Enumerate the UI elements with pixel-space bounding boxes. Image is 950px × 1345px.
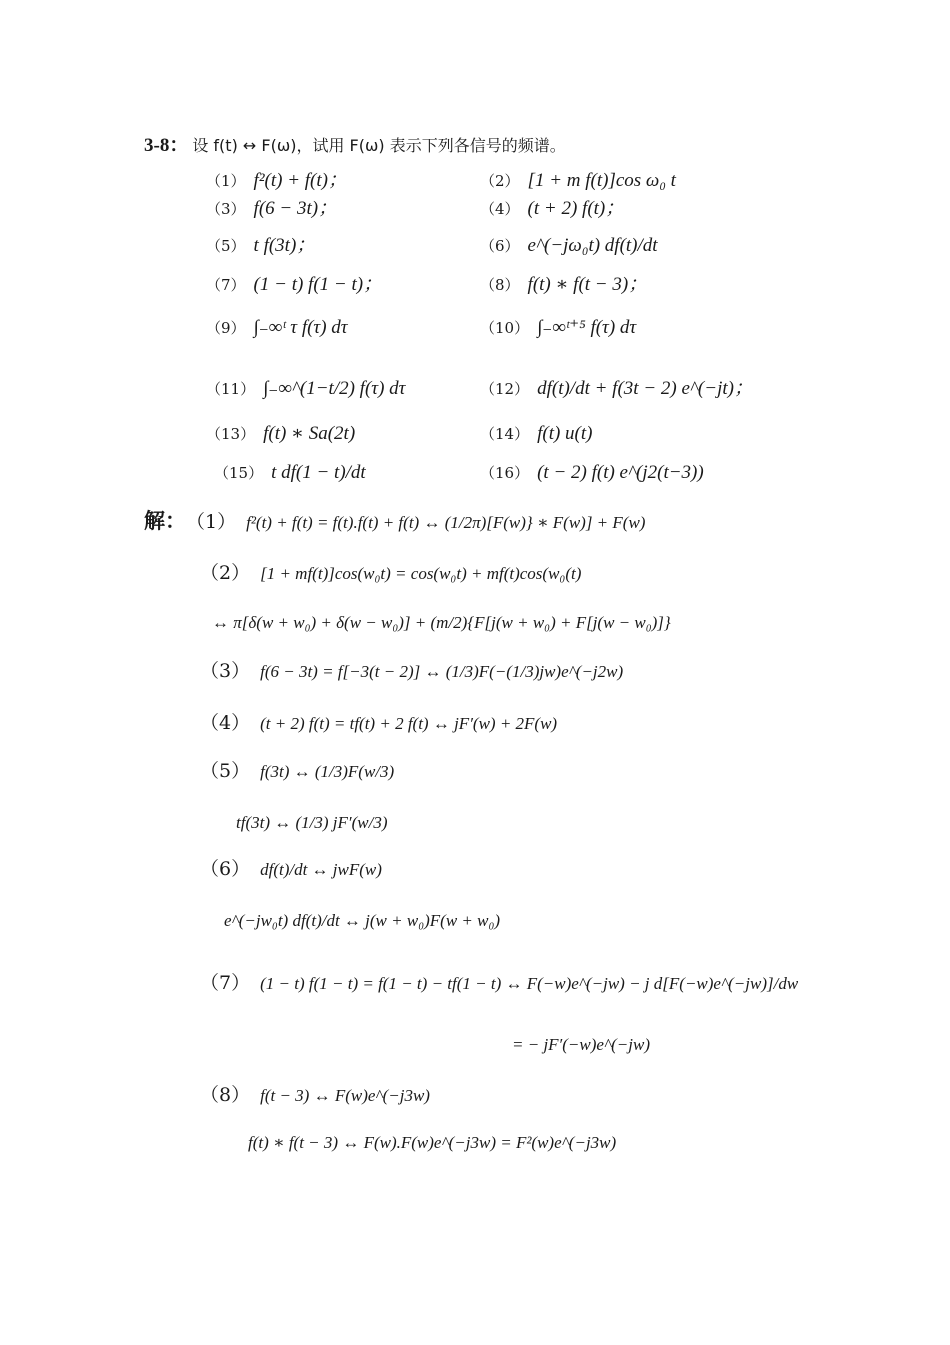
solution-expr: f²(t) + f(t) = f(t).f(t) + f(t) ↔ (1/2π)[F(w)} ∗ F(w)] + F(w) xyxy=(246,513,646,532)
solution-expr: f(3t) ↔ (1/3)F(w/3) xyxy=(260,762,395,781)
solution-expr: (t + 2) f(t) = tf(t) + 2 f(t) ↔ jF′(w) + 2F(w) xyxy=(260,714,558,733)
item-expr: t df(1 − t)/dt xyxy=(271,462,366,483)
problem-item-9: （9） ∫₋∞ᵗ τ f(τ) dτ xyxy=(206,317,348,338)
item-expr: (1 − t) f(1 − t)； xyxy=(253,274,383,295)
problem-item-4: （4） (t + 2) f(t)； xyxy=(480,198,625,219)
solution-line-2: （2） [1 + mf(t)]cos(w₀t) = cos(w₀t) + mf(t)cos(w₀(t) xyxy=(200,562,582,584)
solution-line-4: （3） f(6 − 3t) = f[−3(t − 2)] ↔ (1/3)F(−(1/3)jw)e^(−j2w) xyxy=(200,660,624,682)
problem-item-11: （11） ∫₋∞^(1−t/2) f(τ) dτ xyxy=(206,378,406,399)
solution-line-12: （8） f(t − 3) ↔ F(w)e^(−j3w) xyxy=(200,1084,430,1106)
problem-item-3: （3） f(6 − 3t)； xyxy=(206,198,338,219)
item-expr: e^(−jω₀t) df(t)/dt xyxy=(527,235,658,256)
item-expr: f(t) ∗ f(t − 3)； xyxy=(527,274,648,295)
solution-expr: f(t) ∗ f(t − 3) ↔ F(w).F(w)e^(−j3w) = F²(w)e^(−j3w) xyxy=(248,1133,617,1152)
problem-item-2: （2） [1 + m f(t)]cos ω₀ t xyxy=(480,170,676,191)
problem-item-15: （15） t df(1 − t)/dt xyxy=(214,462,366,483)
item-expr: (t + 2) f(t)； xyxy=(527,198,625,219)
solution-heading: 解： xyxy=(144,509,186,533)
solution-expr: f(6 − 3t) = f[−3(t − 2)] ↔ (1/3)F(−(1/3)jw)e^(−j2w) xyxy=(260,662,624,681)
solution-expr: ↔ π[δ(w + w₀) + δ(w − w₀)] + (m/2){F[j(w + w₀) + F[j(w − w₀)]} xyxy=(212,613,671,632)
solution-expr: [1 + mf(t)]cos(w₀t) = cos(w₀t) + mf(t)cos(w₀(t) xyxy=(260,564,582,583)
solution-expr: (1 − t) f(1 − t) = f(1 − t) − tf(1 − t) ↔ F(−w)e^(−jw) − j d[F(−w)e^(−jw)]/dw xyxy=(260,974,799,993)
problem-item-10: （10） ∫₋∞ᵗ⁺⁵ f(τ) dτ xyxy=(480,317,637,338)
item-expr: t f(3t)； xyxy=(253,235,316,256)
solution-line-5: （4） (t + 2) f(t) = tf(t) + 2 f(t) ↔ jF′(w) + 2F(w) xyxy=(200,712,558,734)
solution-expr: df(t)/dt ↔ jwF(w) xyxy=(260,860,382,879)
item-expr: f(t) u(t) xyxy=(537,423,593,444)
solution-line-8: （6） df(t)/dt ↔ jwF(w) xyxy=(200,858,382,880)
solution-line-6: （5） f(3t) ↔ (1/3)F(w/3) xyxy=(200,760,395,782)
solution-line-7 xyxy=(236,812,388,834)
problem-item-1: （1） f²(t) + f(t)； xyxy=(206,170,347,191)
problem-item-13: （13） f(t) ∗ Sa(2t) xyxy=(206,423,356,444)
item-expr: (t − 2) f(t) e^(j2(t−3)) xyxy=(537,462,704,483)
problem-item-14: （14） f(t) u(t) xyxy=(480,423,593,444)
item-expr: f²(t) + f(t)； xyxy=(253,170,347,191)
solution-expr: tf(3t) ↔ (1/3) jF′(w/3) xyxy=(236,813,388,832)
problem-heading xyxy=(144,130,566,157)
problem-number: 3-8： xyxy=(144,135,189,156)
solution-line-3 xyxy=(212,612,671,634)
problem-item-8: （8） f(t) ∗ f(t − 3)； xyxy=(480,274,648,295)
solution-expr: f(t − 3) ↔ F(w)e^(−j3w) xyxy=(260,1086,430,1105)
problem-item-6: （6） e^(−jω₀t) df(t)/dt xyxy=(480,235,658,256)
solution-expr: = − jF′(−w)e^(−jw) xyxy=(512,1035,650,1054)
item-expr: f(6 − 3t)； xyxy=(253,198,338,219)
solution-line-1: 解：（1） f²(t) + f(t) = f(t).f(t) + f(t) ↔ (1/2π)[F(w)} ∗ F(w)] + F(w) xyxy=(144,509,646,533)
solution-line-11 xyxy=(512,1034,650,1056)
item-expr: ∫₋∞ᵗ⁺⁵ f(τ) dτ xyxy=(537,317,637,338)
problem-item-12: （12） df(t)/dt + f(3t − 2) e^(−jt)； xyxy=(480,378,753,399)
solution-line-10: （7） (1 − t) f(1 − t) = f(1 − t) − tf(1 − t) ↔ F(−w)e^(−jw) − j d[F(−w)e^(−jw)]/dw xyxy=(200,972,799,994)
problem-item-16: （16） (t − 2) f(t) e^(j2(t−3)) xyxy=(480,462,704,483)
problem-statement: 设 f(t) ↔ F(ω)，试用 F(ω) 表示下列各信号的频谱。 xyxy=(192,136,566,155)
item-expr: ∫₋∞ᵗ τ f(τ) dτ xyxy=(253,317,348,338)
item-expr: ∫₋∞^(1−t/2) f(τ) dτ xyxy=(263,378,406,399)
item-expr: f(t) ∗ Sa(2t) xyxy=(263,423,356,444)
item-expr: df(t)/dt + f(3t − 2) e^(−jt)； xyxy=(537,378,753,399)
problem-item-5: （5） t f(3t)； xyxy=(206,235,316,256)
solution-expr: e^(−jw₀t) df(t)/dt ↔ j(w + w₀)F(w + w₀) xyxy=(224,911,501,930)
item-expr: [1 + m f(t)]cos ω₀ t xyxy=(527,170,676,191)
solution-line-9 xyxy=(224,910,500,932)
problem-item-7: （7） (1 − t) f(1 − t)； xyxy=(206,274,383,295)
solution-line-13 xyxy=(248,1132,616,1154)
